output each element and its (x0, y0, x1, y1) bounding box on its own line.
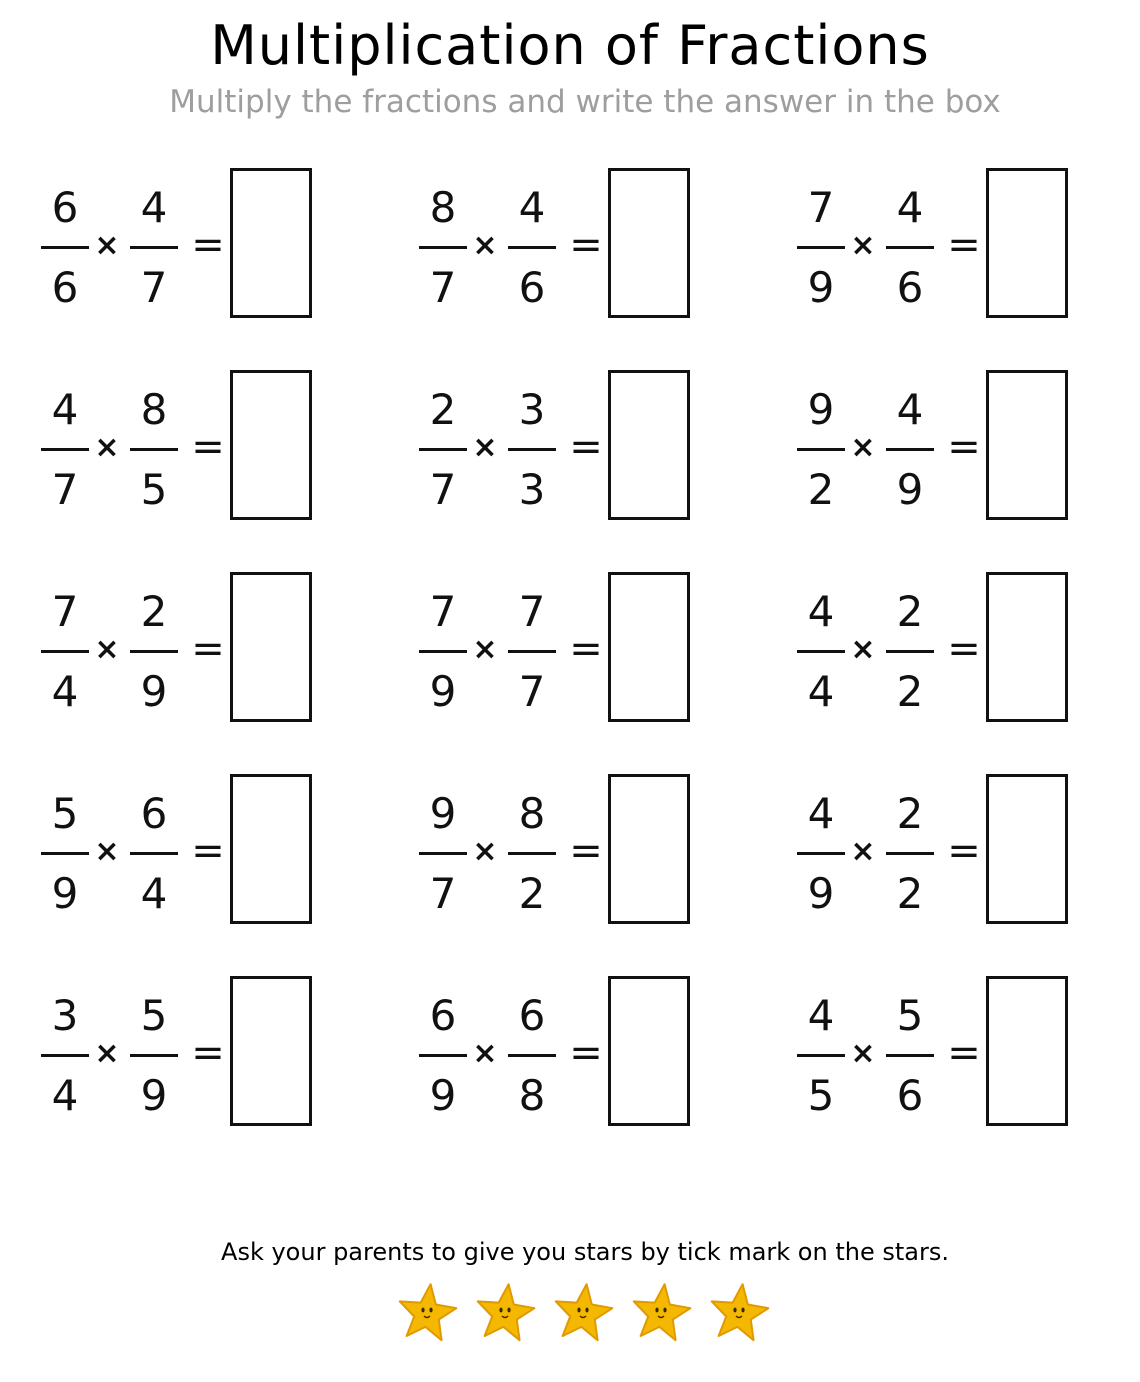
denominator: 6 (518, 263, 546, 312)
problem-12 (796, 774, 1096, 924)
denominator: 5 (140, 465, 168, 514)
denominator: 4 (51, 667, 79, 716)
fraction-bar (508, 448, 556, 451)
multiply-sign: × (850, 834, 876, 869)
fraction-bar (41, 1054, 89, 1057)
numerator: 7 (429, 587, 457, 636)
numerator: 3 (518, 385, 546, 434)
equals-sign: = (191, 424, 225, 470)
fraction-right (129, 370, 179, 520)
answer-box[interactable] (608, 370, 690, 520)
fraction-bar (130, 852, 178, 855)
page-subtitle: Multiply the fractions and write the answer in the box (169, 84, 1001, 120)
numerator: 4 (140, 183, 168, 232)
answer-box[interactable] (986, 168, 1068, 318)
multiply-sign: × (94, 834, 120, 869)
fraction-right (129, 774, 179, 924)
denominator: 4 (51, 1071, 79, 1120)
fraction-bar (508, 1054, 556, 1057)
denominator: 3 (518, 465, 546, 514)
equals-sign: = (569, 222, 603, 268)
footer-instruction: Ask your parents to give you stars by tick mark on the stars. (221, 1238, 949, 1266)
answer-box[interactable] (230, 774, 312, 924)
problem-15 (796, 976, 1096, 1126)
problem-11 (418, 774, 718, 924)
denominator: 2 (518, 869, 546, 918)
answer-box[interactable] (986, 976, 1068, 1126)
answer-box[interactable] (986, 572, 1068, 722)
denominator: 6 (51, 263, 79, 312)
equals-sign: = (569, 828, 603, 874)
fraction-right (885, 168, 935, 318)
fraction-left (796, 370, 846, 520)
numerator: 7 (51, 587, 79, 636)
problem-14 (418, 976, 718, 1126)
equals-sign: = (947, 1030, 981, 1076)
fraction-bar (419, 852, 467, 855)
answer-box[interactable] (608, 168, 690, 318)
multiply-sign: × (94, 632, 120, 667)
numerator: 2 (896, 587, 924, 636)
denominator: 7 (429, 465, 457, 514)
denominator: 9 (140, 667, 168, 716)
fraction-bar (41, 246, 89, 249)
multiply-sign: × (850, 430, 876, 465)
problem-5 (418, 370, 718, 520)
equals-sign: = (191, 1030, 225, 1076)
numerator: 5 (51, 789, 79, 838)
numerator: 6 (51, 183, 79, 232)
numerator: 3 (51, 991, 79, 1040)
denominator: 9 (429, 667, 457, 716)
multiply-sign: × (472, 430, 498, 465)
fraction-right (885, 774, 935, 924)
equals-sign: = (191, 626, 225, 672)
fraction-bar (419, 650, 467, 653)
denominator: 7 (518, 667, 546, 716)
answer-box[interactable] (230, 572, 312, 722)
problem-13 (40, 976, 340, 1126)
star-icon[interactable] (629, 1280, 693, 1344)
numerator: 4 (807, 587, 835, 636)
problem-3 (796, 168, 1096, 318)
answer-box[interactable] (608, 774, 690, 924)
multiply-sign: × (850, 632, 876, 667)
equals-sign: = (947, 828, 981, 874)
fraction-bar (797, 852, 845, 855)
fraction-left (418, 168, 468, 318)
fraction-right (885, 976, 935, 1126)
denominator: 6 (896, 263, 924, 312)
denominator: 5 (807, 1071, 835, 1120)
fraction-bar (797, 448, 845, 451)
fraction-right (129, 976, 179, 1126)
numerator: 2 (140, 587, 168, 636)
numerator: 2 (896, 789, 924, 838)
equals-sign: = (191, 222, 225, 268)
fraction-bar (508, 852, 556, 855)
fraction-bar (419, 448, 467, 451)
denominator: 7 (429, 869, 457, 918)
equals-sign: = (569, 1030, 603, 1076)
fraction-left (418, 572, 468, 722)
denominator: 7 (51, 465, 79, 514)
fraction-bar (508, 246, 556, 249)
fraction-left (796, 976, 846, 1126)
fraction-bar (41, 852, 89, 855)
fraction-left (796, 774, 846, 924)
numerator: 9 (429, 789, 457, 838)
fraction-bar (797, 650, 845, 653)
numerator: 4 (896, 183, 924, 232)
fraction-left (40, 976, 90, 1126)
star-icon[interactable] (551, 1280, 615, 1344)
answer-box[interactable] (230, 168, 312, 318)
star-icon[interactable] (473, 1280, 537, 1344)
numerator: 7 (518, 587, 546, 636)
problem-10 (40, 774, 340, 924)
numerator: 5 (140, 991, 168, 1040)
numerator: 4 (51, 385, 79, 434)
denominator: 4 (807, 667, 835, 716)
fraction-bar (130, 1054, 178, 1057)
fraction-bar (419, 246, 467, 249)
fraction-bar (508, 650, 556, 653)
numerator: 4 (896, 385, 924, 434)
denominator: 8 (518, 1071, 546, 1120)
equals-sign: = (569, 424, 603, 470)
fraction-bar (886, 1054, 934, 1057)
problem-7 (40, 572, 340, 722)
denominator: 6 (896, 1071, 924, 1120)
multiply-sign: × (472, 228, 498, 263)
fraction-right (885, 370, 935, 520)
problem-8 (418, 572, 718, 722)
denominator: 7 (140, 263, 168, 312)
star-icon[interactable] (395, 1280, 459, 1344)
denominator: 2 (896, 667, 924, 716)
multiply-sign: × (850, 228, 876, 263)
numerator: 4 (807, 789, 835, 838)
fraction-left (40, 572, 90, 722)
problem-9 (796, 572, 1096, 722)
denominator: 9 (51, 869, 79, 918)
numerator: 5 (896, 991, 924, 1040)
numerator: 6 (429, 991, 457, 1040)
fraction-bar (797, 1054, 845, 1057)
problem-1 (40, 168, 340, 318)
fraction-right (129, 572, 179, 722)
numerator: 6 (140, 789, 168, 838)
fraction-left (418, 370, 468, 520)
fraction-right (507, 370, 557, 520)
fraction-bar (886, 246, 934, 249)
star-rating (395, 1280, 785, 1350)
numerator: 6 (518, 991, 546, 1040)
fraction-bar (886, 650, 934, 653)
fraction-bar (797, 246, 845, 249)
numerator: 9 (807, 385, 835, 434)
fraction-left (418, 774, 468, 924)
denominator: 2 (807, 465, 835, 514)
fraction-bar (130, 246, 178, 249)
fraction-left (418, 976, 468, 1126)
multiply-sign: × (850, 1036, 876, 1071)
numerator: 4 (518, 183, 546, 232)
fraction-left (796, 168, 846, 318)
fraction-right (507, 976, 557, 1126)
multiply-sign: × (94, 1036, 120, 1071)
denominator: 9 (429, 1071, 457, 1120)
denominator: 9 (896, 465, 924, 514)
numerator: 7 (807, 183, 835, 232)
equals-sign: = (947, 424, 981, 470)
answer-box[interactable] (608, 976, 690, 1126)
fraction-right (507, 168, 557, 318)
problem-2 (418, 168, 718, 318)
fraction-right (507, 572, 557, 722)
fraction-right (507, 774, 557, 924)
fraction-bar (886, 852, 934, 855)
fraction-left (40, 370, 90, 520)
numerator: 8 (518, 789, 546, 838)
fraction-left (40, 774, 90, 924)
denominator: 4 (140, 869, 168, 918)
fraction-left (796, 572, 846, 722)
multiply-sign: × (94, 228, 120, 263)
denominator: 2 (896, 869, 924, 918)
equals-sign: = (947, 222, 981, 268)
multiply-sign: × (472, 1036, 498, 1071)
answer-box[interactable] (608, 572, 690, 722)
fraction-bar (130, 448, 178, 451)
numerator: 4 (807, 991, 835, 1040)
multiply-sign: × (94, 430, 120, 465)
fraction-bar (130, 650, 178, 653)
fraction-left (40, 168, 90, 318)
denominator: 9 (807, 869, 835, 918)
multiply-sign: × (472, 632, 498, 667)
answer-box[interactable] (986, 774, 1068, 924)
problem-4 (40, 370, 340, 520)
fraction-bar (41, 650, 89, 653)
numerator: 8 (429, 183, 457, 232)
denominator: 9 (807, 263, 835, 312)
page-title: Multiplication of Fractions (210, 14, 930, 77)
equals-sign: = (947, 626, 981, 672)
fraction-right (129, 168, 179, 318)
answer-box[interactable] (230, 976, 312, 1126)
equals-sign: = (569, 626, 603, 672)
fraction-bar (41, 448, 89, 451)
fraction-bar (419, 1054, 467, 1057)
fraction-right (885, 572, 935, 722)
answer-box[interactable] (986, 370, 1068, 520)
problem-6 (796, 370, 1096, 520)
denominator: 7 (429, 263, 457, 312)
answer-box[interactable] (230, 370, 312, 520)
fraction-bar (886, 448, 934, 451)
denominator: 9 (140, 1071, 168, 1120)
equals-sign: = (191, 828, 225, 874)
numerator: 2 (429, 385, 457, 434)
star-icon[interactable] (707, 1280, 771, 1344)
numerator: 8 (140, 385, 168, 434)
multiply-sign: × (472, 834, 498, 869)
